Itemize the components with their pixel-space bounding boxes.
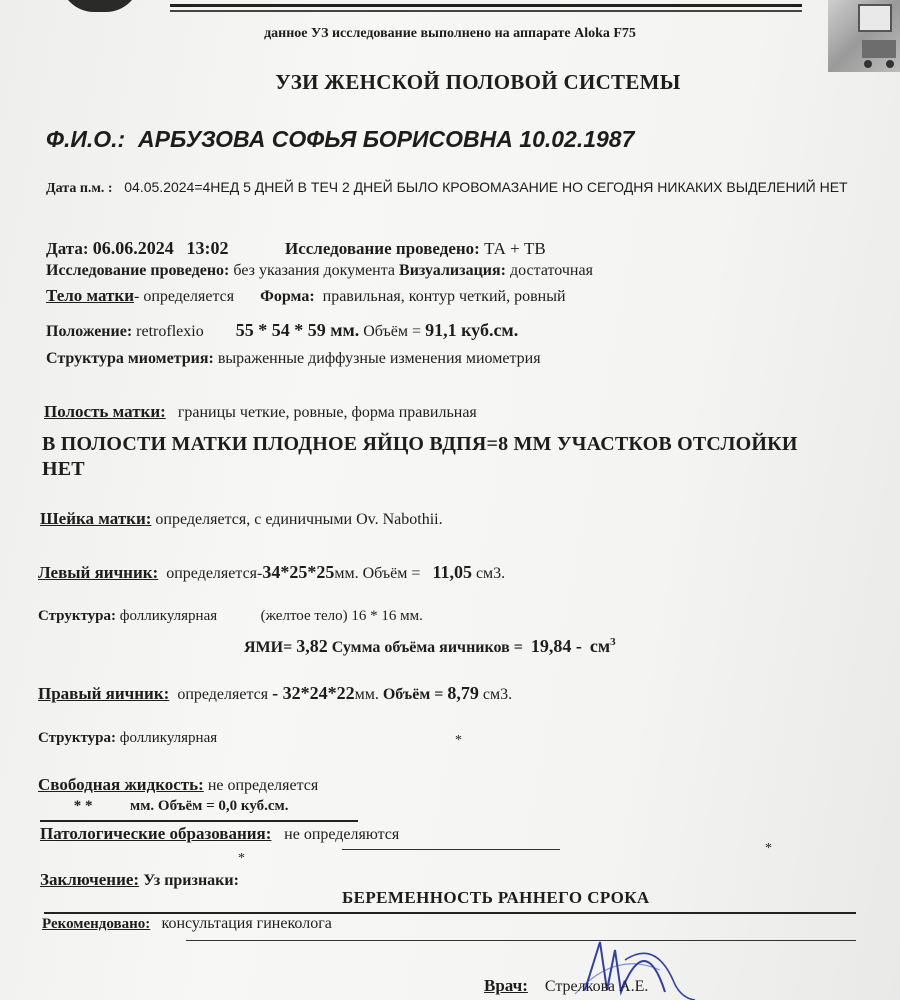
cavity-finding: В ПОЛОСТИ МАТКИ ПЛОДНОЕ ЯЙЦО ВДПЯ=8 ММ УЧАСТКОВ ОТСЛОЙКИ НЕТ bbox=[42, 433, 798, 480]
left-ovary-row bbox=[38, 562, 505, 583]
fluid-stars: * * bbox=[73, 798, 93, 814]
right-structure-label: Структура: bbox=[38, 730, 116, 746]
left-ovary-unit: мм. Объём = bbox=[334, 565, 421, 582]
doctor-label: Врач: bbox=[484, 976, 528, 995]
conclusion-sub-label: Уз признаки: bbox=[143, 872, 239, 889]
machine-wheel-icon bbox=[864, 60, 872, 68]
header-rule bbox=[170, 4, 802, 7]
recommendation-label: Рекомендовано: bbox=[42, 916, 151, 932]
free-fluid-label: Свободная жидкость: bbox=[38, 775, 204, 794]
pathology-label: Патологические образования: bbox=[40, 824, 272, 843]
lmp-value: 04.05.2024=4НЕД 5 ДНЕЙ В ТЕЧ 2 ДНЕЙ БЫЛО КРОВОМАЗАНИЕ НО СЕГОДНЯ НИКАКИХ ВЫДЕЛЕНИЙ НЕТ bbox=[124, 179, 848, 195]
time-value: 13:02 bbox=[186, 238, 229, 258]
conclusion-label: Заключение: bbox=[40, 870, 140, 889]
uterus-volume-label: Объём = bbox=[363, 323, 422, 340]
right-ovary-row bbox=[38, 683, 512, 704]
uterus-dimensions: 55 * 54 * 59 мм. bbox=[235, 320, 360, 340]
left-ovary-volume: 11,05 bbox=[432, 562, 472, 582]
yami-row bbox=[244, 636, 616, 657]
left-ovary-label: Левый яичник: bbox=[38, 563, 159, 582]
left-structure-label: Структура: bbox=[38, 608, 116, 624]
form-value: правильная, контур четкий, ровный bbox=[322, 288, 566, 305]
fluid-volume: мм. Объём = 0,0 куб.см. bbox=[130, 798, 289, 814]
vis-label: Визуализация: bbox=[399, 262, 506, 279]
exam-date-row bbox=[46, 238, 546, 259]
patient-line bbox=[46, 126, 634, 153]
left-ovary-structure-row bbox=[38, 608, 423, 625]
asterisk-mark: * bbox=[765, 841, 772, 856]
recommendation-row bbox=[42, 915, 332, 933]
cavity-label: Полость матки: bbox=[44, 402, 166, 421]
doctor-name: Стрелкова А.Е. bbox=[544, 978, 649, 995]
right-structure-value: фолликулярная bbox=[119, 730, 218, 746]
free-fluid-volume-row bbox=[40, 798, 289, 815]
uterus-volume-value: 91,1 куб.см. bbox=[425, 320, 519, 340]
uterus-body-label: Тело матки bbox=[46, 286, 134, 305]
position-label: Положение: bbox=[46, 323, 133, 340]
right-ovary-value: определяется bbox=[177, 686, 269, 703]
corpus-luteum: (желтое тело) 16 * 16 мм. bbox=[260, 608, 423, 624]
ovary-sum-value: 19,84 - bbox=[530, 636, 582, 656]
pathology-row bbox=[40, 824, 399, 844]
right-ovary-structure-row bbox=[38, 730, 217, 747]
yami-value: 3,82 bbox=[296, 636, 328, 656]
free-fluid-value: не определяется bbox=[207, 777, 319, 794]
doc-label: Исследование проведено: bbox=[46, 262, 230, 279]
conclusion-rule bbox=[44, 912, 856, 914]
left-structure-value: фолликулярная bbox=[119, 608, 218, 624]
doctor-row bbox=[484, 976, 648, 996]
right-ovary-volume-unit: см3. bbox=[482, 686, 513, 703]
right-ovary-unit: мм. bbox=[354, 686, 379, 703]
pathology-value: не определяются bbox=[284, 826, 400, 843]
right-ovary-dims: - 32*24*22 bbox=[272, 683, 355, 703]
myometrium-row bbox=[46, 350, 541, 368]
lmp-label: Дата п.м. : bbox=[46, 181, 113, 196]
right-ovary-volume-label: Объём = bbox=[382, 686, 444, 703]
cavity-value: границы четкие, ровные, форма правильная bbox=[177, 404, 477, 421]
method-label: Исследование проведено: bbox=[284, 239, 480, 258]
form-label: Форма: bbox=[260, 288, 315, 305]
cavity-row bbox=[44, 402, 477, 422]
exam-doc-row bbox=[46, 262, 593, 280]
uterus-position-row bbox=[46, 320, 518, 341]
yami-label: ЯМИ= bbox=[244, 639, 293, 656]
ovary-sum-label: Сумма объёма яичников = bbox=[331, 639, 523, 656]
left-ovary-volume-unit: см3. bbox=[475, 565, 506, 582]
position-value: retroflexio bbox=[136, 323, 204, 340]
method-value: ТА + ТВ bbox=[484, 239, 546, 258]
myometrium-label: Структура миометрия: bbox=[46, 350, 214, 367]
right-ovary-volume: 8,79 bbox=[447, 683, 479, 703]
cervix-row bbox=[40, 509, 443, 529]
fluid-underline bbox=[40, 820, 358, 822]
recommendation-rule bbox=[186, 940, 856, 941]
device-note: данное УЗ исследование выполнено на аппарате Aloka F75 bbox=[264, 26, 636, 41]
conclusion-row bbox=[40, 870, 239, 890]
myometrium-value: выраженные диффузные изменения миометрия bbox=[217, 350, 541, 367]
right-ovary-label: Правый яичник: bbox=[38, 684, 170, 703]
free-fluid-row bbox=[38, 775, 318, 795]
header-rule-thin bbox=[170, 10, 802, 12]
doc-value: без указания документа bbox=[233, 262, 396, 279]
asterisk-mark: * bbox=[238, 851, 245, 866]
patient-name: АРБУЗОВА СОФЬЯ БОРИСОВНА 10.02.1987 bbox=[138, 126, 635, 152]
patient-label: Ф.И.О.: bbox=[46, 126, 126, 152]
date-value: 06.06.2024 bbox=[92, 238, 174, 258]
lmp-line bbox=[46, 177, 886, 199]
recommendation-value: консультация гинеколога bbox=[161, 915, 332, 932]
document-title: УЗИ ЖЕНСКОЙ ПОЛОВОЙ СИСТЕМЫ bbox=[275, 70, 681, 94]
vis-value: достаточная bbox=[510, 262, 593, 279]
uterus-body-row bbox=[46, 286, 566, 306]
cervix-label: Шейка матки: bbox=[40, 509, 152, 528]
uterus-body-value: - определяется bbox=[134, 288, 235, 305]
machine-wheel-icon bbox=[886, 60, 894, 68]
left-ovary-dims: 34*25*25 bbox=[262, 562, 335, 582]
ovary-sum-unit: $см^3$ bbox=[589, 636, 616, 656]
pathology-underline bbox=[342, 849, 560, 850]
date-label: Дата: bbox=[46, 239, 89, 258]
left-ovary-value: определяется- bbox=[166, 565, 263, 582]
conclusion-value: БЕРЕМЕННОСТЬ РАННЕГО СРОКА bbox=[342, 888, 650, 907]
cervix-value: определяется, с единичными Ov. Nabothii. bbox=[155, 511, 443, 528]
asterisk-mark: * bbox=[455, 733, 462, 748]
machine-base-icon bbox=[862, 40, 896, 58]
